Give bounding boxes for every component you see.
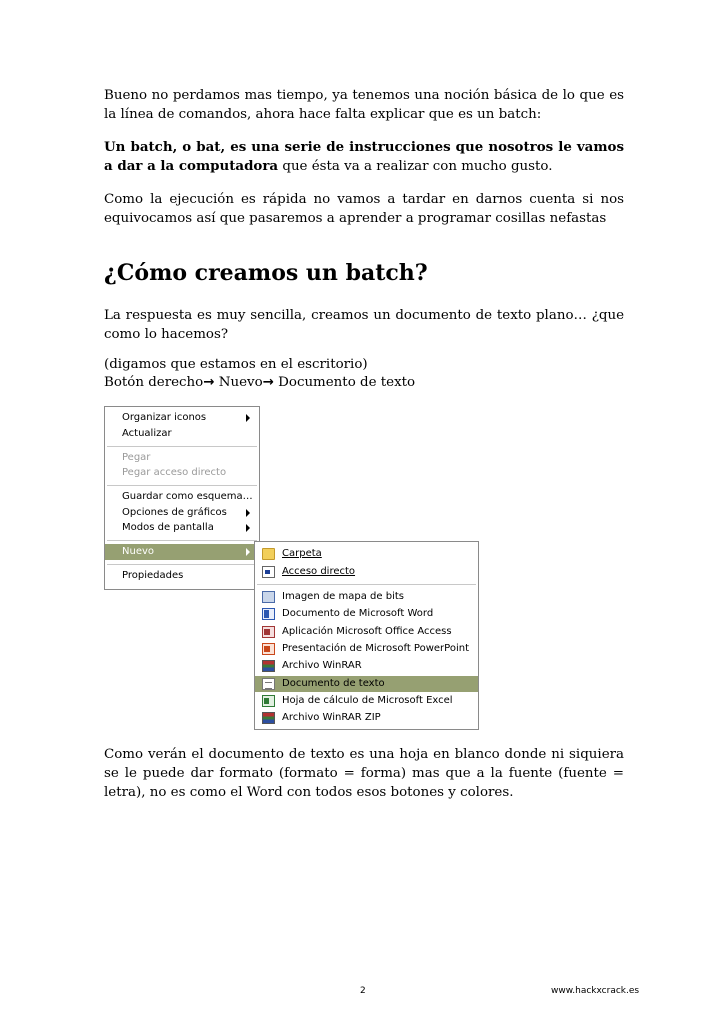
menu-item-paste — [105, 450, 259, 466]
submenu-item-label: Acceso directo — [282, 566, 356, 577]
text-document-icon — [262, 678, 275, 690]
menu-item-save-scheme[interactable] — [105, 489, 259, 505]
menu-item-label: Actualizar — [122, 428, 172, 439]
submenu-item-shortcut[interactable] — [255, 564, 478, 580]
paragraph-execution: Como la ejecución es rápida no vamos a tardar en darnos cuenta si nos equivocamos así que pasaremos a aprender a programar cosillas nefastas — [104, 192, 624, 226]
submenu-item-excel[interactable] — [255, 693, 478, 709]
menu-item-arrange-icons[interactable] — [105, 410, 259, 426]
submenu-item-word[interactable] — [255, 606, 478, 622]
page-number: 2 — [360, 986, 366, 996]
menu-item-label: Pegar acceso directo — [122, 467, 227, 478]
submenu-item-label: Hoja de cálculo de Microsoft Excel — [282, 695, 453, 706]
submenu-arrow-icon — [246, 414, 250, 422]
paragraph-intro: Bueno no perdamos mas tiempo, ya tenemos una noción básica de lo que es la línea de comandos, ahora hace falta explicar que es un batch: — [104, 88, 624, 122]
powerpoint-icon — [262, 643, 275, 655]
section-heading: ¿Cómo creamos un batch? — [104, 260, 428, 286]
submenu-item-label: Aplicación Microsoft Office Access — [282, 626, 452, 637]
submenu-arrow-icon — [246, 509, 250, 517]
bitmap-icon — [262, 591, 275, 603]
excel-icon — [262, 695, 275, 707]
new-submenu — [254, 541, 479, 730]
submenu-item-winrar-zip[interactable] — [255, 710, 478, 726]
menu-item-label: Modos de pantalla — [122, 522, 214, 533]
menu-separator — [107, 446, 257, 447]
submenu-item-label: Presentación de Microsoft PowerPoint — [282, 643, 469, 654]
submenu-item-label: Documento de texto — [282, 678, 385, 689]
desktop-context-menu — [104, 406, 260, 590]
menu-separator — [107, 564, 257, 565]
submenu-item-folder[interactable] — [255, 546, 478, 562]
submenu-item-winrar[interactable] — [255, 658, 478, 674]
shortcut-icon — [262, 566, 275, 578]
access-icon — [262, 626, 275, 638]
menu-item-refresh[interactable] — [105, 426, 259, 442]
menu-separator — [257, 584, 476, 585]
submenu-item-label: Archivo WinRAR — [282, 660, 362, 671]
menu-path — [104, 373, 415, 392]
winrar-zip-icon — [262, 712, 275, 724]
arrow-right-icon: → — [203, 375, 215, 390]
paragraph-answer: La respuesta es muy sencilla, creamos un documento de texto plano… ¿que como lo hacemos? — [104, 308, 624, 342]
menu-item-paste-shortcut — [105, 465, 259, 481]
folder-icon — [262, 548, 275, 560]
path-text-document: Documento de texto — [278, 375, 416, 390]
arrow-right-icon: → — [262, 375, 274, 390]
winrar-icon — [262, 660, 275, 672]
menu-item-label: Propiedades — [122, 570, 184, 581]
submenu-item-bitmap[interactable] — [255, 589, 478, 605]
menu-item-display-modes[interactable] — [105, 520, 259, 536]
submenu-item-text-document[interactable] — [255, 676, 478, 692]
submenu-item-label: Documento de Microsoft Word — [282, 608, 434, 619]
submenu-item-label: Archivo WinRAR ZIP — [282, 712, 381, 723]
menu-item-properties[interactable] — [105, 568, 259, 584]
definition-bold: Un batch, o bat, es una serie de instrucciones que nosotros le vamos a dar a la computadora — [104, 139, 624, 174]
paragraph-desktop-note: (digamos que estamos en el escritorio) — [104, 357, 368, 372]
menu-item-graphics-options[interactable] — [105, 505, 259, 521]
submenu-arrow-icon — [246, 548, 250, 556]
word-document-icon — [262, 608, 275, 620]
menu-item-new[interactable] — [105, 544, 259, 560]
menu-item-label: Nuevo — [122, 546, 155, 557]
submenu-item-label: Carpeta — [282, 548, 322, 559]
menu-item-label: Pegar — [122, 452, 151, 463]
definition-rest: que ésta va a realizar con mucho gusto. — [278, 159, 553, 174]
path-new: Nuevo — [218, 375, 263, 390]
submenu-item-access[interactable] — [255, 624, 478, 640]
menu-item-label: Organizar iconos — [122, 412, 207, 423]
menu-item-label: Guardar como esquema… — [122, 491, 253, 502]
submenu-item-label: Imagen de mapa de bits — [282, 591, 404, 602]
paragraph-definition — [104, 138, 624, 176]
submenu-item-powerpoint[interactable] — [255, 641, 478, 657]
menu-separator — [107, 540, 257, 541]
footer-url: www.hackxcrack.es — [551, 986, 640, 996]
paragraph-conclusion: Como verán el documento de texto es una hoja en blanco donde ni siquiera se le puede dar formato (formato = forma) mas que a la fuente (fuente = letra), no es como el Word con todos esos botones y colores. — [104, 747, 624, 800]
menu-separator — [107, 485, 257, 486]
menu-item-label: Opciones de gráficos — [122, 507, 227, 518]
path-right-click: Botón derecho — [104, 375, 204, 390]
submenu-arrow-icon — [246, 524, 250, 532]
